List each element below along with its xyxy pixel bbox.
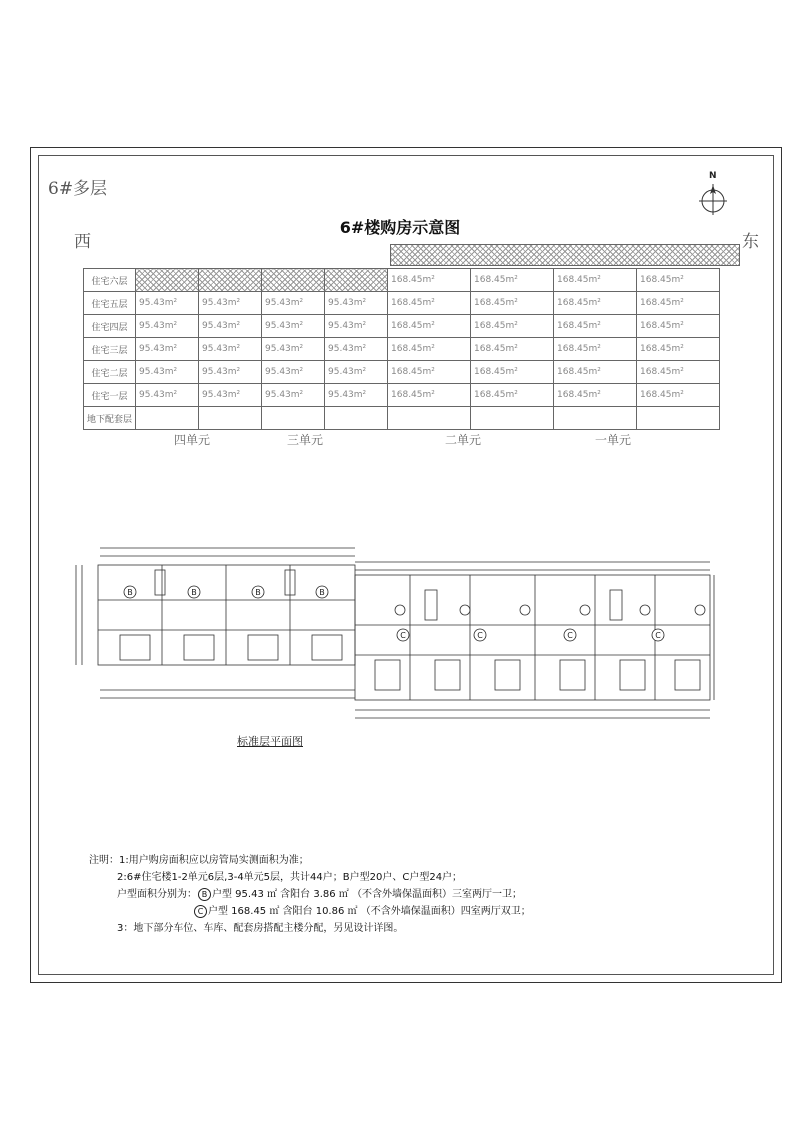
building-label: 6#多层 — [48, 179, 108, 199]
note-area-prefix: 户型面积分别为： — [117, 889, 197, 900]
plan-mark-c-2: C — [477, 631, 483, 640]
unit-b-area-cell: 95.43m² — [262, 292, 325, 315]
unit-b-area-cell: 95.43m² — [325, 292, 388, 315]
unit-c-area-cell: 168.45m² — [637, 384, 720, 407]
basement-cell — [199, 407, 262, 430]
unit-c-area-cell: 168.45m² — [471, 338, 554, 361]
basement-label: 地下配套层 — [84, 407, 136, 430]
basement-cell — [262, 407, 325, 430]
unit-b-area-cell — [199, 269, 262, 292]
type-c-mark: C — [194, 905, 207, 918]
unit-c-area-cell: 168.45m² — [554, 292, 637, 315]
unit-b-area-cell: 95.43m² — [325, 361, 388, 384]
unit-c-area-cell: 168.45m² — [637, 315, 720, 338]
unit-c-area-cell: 168.45m² — [471, 361, 554, 384]
unit-c-area-cell: 168.45m² — [554, 338, 637, 361]
floor-row — [84, 338, 720, 361]
unit-b-area-cell: 95.43m² — [262, 338, 325, 361]
basement-cell — [637, 407, 720, 430]
unit-label-1: 一单元 — [595, 433, 632, 447]
unit-b-area-cell: 95.43m² — [136, 292, 199, 315]
basement-cell — [136, 407, 199, 430]
floor-label: 住宅二层 — [84, 361, 136, 384]
unit-b-area-cell: 95.43m² — [199, 361, 262, 384]
west-label: 西 — [74, 232, 91, 252]
basement-cell — [471, 407, 554, 430]
basement-cell — [554, 407, 637, 430]
unit-c-area-cell: 168.45m² — [637, 361, 720, 384]
unit-b-area-cell: 95.43m² — [262, 361, 325, 384]
note-line-4 — [89, 903, 531, 920]
unit-c-area-cell: 168.45m² — [471, 269, 554, 292]
unit-c-area-cell: 168.45m² — [554, 269, 637, 292]
unit-c-area-cell: 168.45m² — [388, 292, 471, 315]
standard-floor-plan — [70, 540, 730, 730]
unit-label-2: 二单元 — [445, 433, 482, 447]
unit-c-area-cell: 168.45m² — [471, 292, 554, 315]
unit-b-area-cell: 95.43m² — [325, 384, 388, 407]
unit-c-area-cell: 168.45m² — [554, 361, 637, 384]
unit-b-area-cell — [325, 269, 388, 292]
north-arrow-icon — [698, 182, 728, 216]
type-c-desc: 户型 168.45 ㎡ 含阳台 10.86 ㎡ （不含外墙保温面积）四室两厅双卫； — [208, 906, 531, 917]
unit-c-area-cell: 168.45m² — [388, 338, 471, 361]
plan-mark-c-3: C — [567, 631, 573, 640]
floor-label: 住宅三层 — [84, 338, 136, 361]
unit-b-area-cell: 95.43m² — [325, 315, 388, 338]
unit-c-area-cell: 168.45m² — [388, 384, 471, 407]
unit-c-area-cell: 168.45m² — [471, 315, 554, 338]
plan-mark-c-4: C — [655, 631, 661, 640]
plan-mark-b-3: B — [255, 588, 261, 597]
floor-row — [84, 361, 720, 384]
plan-mark-b-1: B — [127, 588, 133, 597]
note-line-2: 2:6#住宅楼1-2单元6层,3-4单元5层，共计44户；B户型20户、C户型24户； — [117, 872, 463, 883]
unit-c-area-cell: 168.45m² — [388, 361, 471, 384]
floor-label: 住宅六层 — [84, 269, 136, 292]
unit-b-area-cell: 95.43m² — [136, 338, 199, 361]
notes-block — [89, 852, 531, 937]
floor-label: 住宅五层 — [84, 292, 136, 315]
page-title: 6#楼购房示意图 — [339, 218, 461, 237]
unit-b-area-cell: 95.43m² — [199, 315, 262, 338]
north-letter: N — [709, 171, 717, 181]
unit-c-area-cell: 168.45m² — [554, 384, 637, 407]
note-line-5: 3：地下部分车位、车库、配套房搭配主楼分配，另见设计详图。 — [117, 923, 404, 934]
unit-b-area-cell: 95.43m² — [136, 361, 199, 384]
unit-b-area-cell: 95.43m² — [325, 338, 388, 361]
plan-mark-b-2: B — [191, 588, 197, 597]
type-b-mark: B — [198, 888, 211, 901]
floor-label: 住宅一层 — [84, 384, 136, 407]
unit-b-area-cell: 95.43m² — [262, 315, 325, 338]
unit-b-area-cell: 95.43m² — [199, 384, 262, 407]
roof-hatch-east — [390, 244, 740, 266]
floor-label: 住宅四层 — [84, 315, 136, 338]
floor-row — [84, 315, 720, 338]
floor-row — [84, 292, 720, 315]
plan-mark-b-4: B — [319, 588, 325, 597]
floor-area-grid — [83, 268, 720, 430]
unit-c-area-cell: 168.45m² — [388, 315, 471, 338]
plan-caption: 标准层平面图 — [237, 735, 303, 748]
note-line-3 — [89, 886, 531, 903]
unit-c-area-cell: 168.45m² — [637, 338, 720, 361]
unit-c-area-cell: 168.45m² — [554, 315, 637, 338]
unit-b-area-cell: 95.43m² — [136, 384, 199, 407]
basement-row — [84, 407, 720, 430]
unit-b-area-cell — [136, 269, 199, 292]
unit-b-area-cell — [262, 269, 325, 292]
basement-cell — [325, 407, 388, 430]
type-b-desc: 户型 95.43 ㎡ 含阳台 3.86 ㎡ （不含外墙保温面积）三室两厅一卫； — [212, 889, 522, 900]
unit-c-area-cell: 168.45m² — [637, 292, 720, 315]
floor-row — [84, 384, 720, 407]
unit-b-area-cell: 95.43m² — [262, 384, 325, 407]
unit-c-area-cell: 168.45m² — [637, 269, 720, 292]
unit-b-area-cell: 95.43m² — [136, 315, 199, 338]
unit-b-area-cell: 95.43m² — [199, 292, 262, 315]
unit-label-3: 三单元 — [287, 433, 324, 447]
floor-row — [84, 269, 720, 292]
unit-c-area-cell: 168.45m² — [388, 269, 471, 292]
note-line-1: 注明：1:用户购房面积应以房管局实测面积为准； — [89, 855, 309, 866]
unit-label-4: 四单元 — [174, 433, 211, 447]
plan-mark-c-1: C — [400, 631, 406, 640]
unit-c-area-cell: 168.45m² — [471, 384, 554, 407]
unit-b-area-cell: 95.43m² — [199, 338, 262, 361]
basement-cell — [388, 407, 471, 430]
east-label: 东 — [742, 232, 759, 252]
